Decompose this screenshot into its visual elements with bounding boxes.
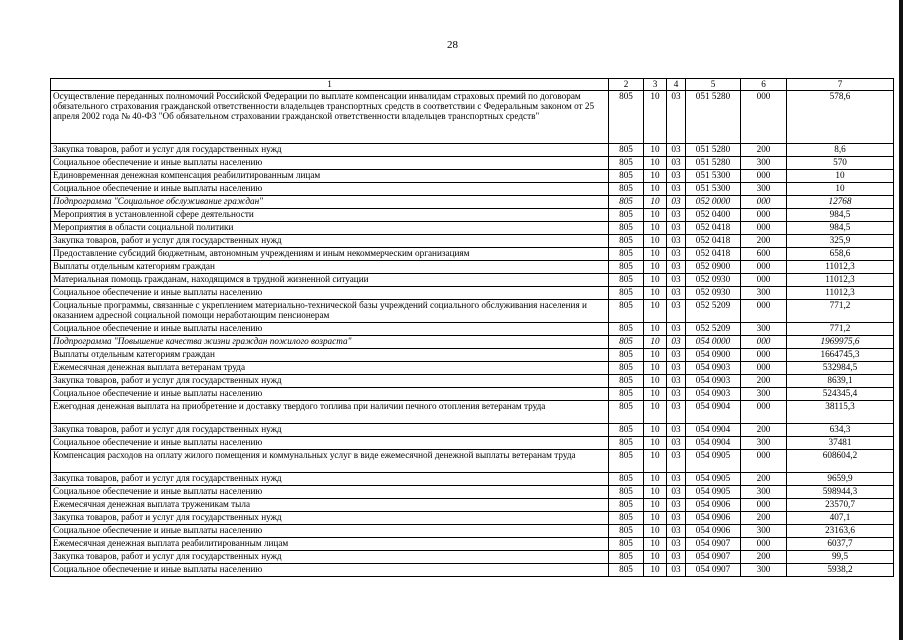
table-row	[51, 551, 894, 564]
ministry-code-cell: 805	[609, 300, 644, 323]
ministry-code-cell: 805	[609, 170, 644, 183]
ministry-code-cell: 805	[609, 388, 644, 401]
section-code-cell: 10	[644, 248, 667, 261]
amount-cell: 634,3	[787, 424, 894, 437]
section-code-cell: 10	[644, 499, 667, 512]
target-article-cell: 052 0000	[686, 196, 741, 209]
expense-type-cell: 300	[741, 564, 787, 577]
section-code-cell: 10	[644, 157, 667, 170]
ministry-code-cell: 805	[609, 274, 644, 287]
expense-type-cell: 200	[741, 144, 787, 157]
amount-cell: 578,6	[787, 91, 894, 144]
subsection-code-cell: 03	[667, 437, 686, 450]
row-name-cell: Закупка товаров, работ и услуг для государственных нужд	[51, 473, 609, 486]
amount-cell: 10	[787, 183, 894, 196]
subsection-code-cell: 03	[667, 157, 686, 170]
target-article-cell: 054 0903	[686, 375, 741, 388]
expense-type-cell: 000	[741, 274, 787, 287]
expense-type-cell: 000	[741, 499, 787, 512]
ministry-code-cell: 805	[609, 235, 644, 248]
target-article-cell: 054 0904	[686, 437, 741, 450]
ministry-code-cell: 805	[609, 261, 644, 274]
section-code-cell: 10	[644, 538, 667, 551]
table-row	[51, 388, 894, 401]
amount-cell: 38115,3	[787, 401, 894, 424]
table-row	[51, 183, 894, 196]
header-cell: 4	[667, 79, 686, 91]
amount-cell: 570	[787, 157, 894, 170]
expense-type-cell: 000	[741, 261, 787, 274]
section-code-cell: 10	[644, 437, 667, 450]
subsection-code-cell: 03	[667, 287, 686, 300]
expense-type-cell: 000	[741, 209, 787, 222]
amount-cell: 984,5	[787, 209, 894, 222]
subsection-code-cell: 03	[667, 486, 686, 499]
row-name-cell: Компенсация расходов на оплату жилого помещения и коммунальных услуг в виде ежемесячной денежной выплаты ветеранам труда	[51, 450, 609, 473]
ministry-code-cell: 805	[609, 424, 644, 437]
expense-type-cell: 300	[741, 323, 787, 336]
target-article-cell: 051 5280	[686, 144, 741, 157]
amount-cell: 11012,3	[787, 287, 894, 300]
row-name-cell: Предоставление субсидий бюджетным, автономным учреждениям и иным некоммерческим организациям	[51, 248, 609, 261]
row-name-cell: Мероприятия в области социальной политики	[51, 222, 609, 235]
expense-type-cell: 000	[741, 349, 787, 362]
table-row	[51, 91, 894, 144]
section-code-cell: 10	[644, 323, 667, 336]
row-name-cell: Социальное обеспечение и иные выплаты населению	[51, 183, 609, 196]
subsection-code-cell: 03	[667, 91, 686, 144]
amount-cell: 8639,1	[787, 375, 894, 388]
table-row	[51, 362, 894, 375]
subsection-code-cell: 03	[667, 424, 686, 437]
target-article-cell: 051 5280	[686, 91, 741, 144]
header-cell: 3	[644, 79, 667, 91]
row-name-cell: Социальные программы, связанные с укреплением материально-технической базы учреждений социального обслуживания населения и оказанием адресной социальной помощи неработающим пенсионерам	[51, 300, 609, 323]
scan-edge-bar	[899, 0, 903, 640]
table-row	[51, 336, 894, 349]
header-cell: 1	[51, 79, 609, 91]
row-name-cell: Ежегодная денежная выплата на приобретение и доставку твердого топлива при наличии печного отопления ветеранам труда	[51, 401, 609, 424]
section-code-cell: 10	[644, 525, 667, 538]
subsection-code-cell: 03	[667, 525, 686, 538]
row-name-cell: Социальное обеспечение и иные выплаты населению	[51, 564, 609, 577]
table-row	[51, 209, 894, 222]
row-name-cell: Подпрограмма "Повышение качества жизни граждан пожилого возраста"	[51, 336, 609, 349]
expense-type-cell: 200	[741, 512, 787, 525]
ministry-code-cell: 805	[609, 336, 644, 349]
amount-cell: 407,1	[787, 512, 894, 525]
row-name-cell: Ежемесячная денежная выплата ветеранам труда	[51, 362, 609, 375]
budget-table	[50, 78, 894, 577]
table-row	[51, 450, 894, 473]
amount-cell: 771,2	[787, 300, 894, 323]
ministry-code-cell: 805	[609, 209, 644, 222]
expense-type-cell: 300	[741, 157, 787, 170]
ministry-code-cell: 805	[609, 323, 644, 336]
target-article-cell: 054 0903	[686, 388, 741, 401]
header-cell: 5	[686, 79, 741, 91]
target-article-cell: 054 0904	[686, 401, 741, 424]
ministry-code-cell: 805	[609, 248, 644, 261]
target-article-cell: 054 0905	[686, 450, 741, 473]
amount-cell: 23570,7	[787, 499, 894, 512]
ministry-code-cell: 805	[609, 564, 644, 577]
target-article-cell: 054 0906	[686, 499, 741, 512]
expense-type-cell: 300	[741, 525, 787, 538]
section-code-cell: 10	[644, 362, 667, 375]
table-row	[51, 248, 894, 261]
table-row	[51, 349, 894, 362]
target-article-cell: 054 0000	[686, 336, 741, 349]
target-article-cell: 051 5300	[686, 183, 741, 196]
expense-type-cell: 000	[741, 170, 787, 183]
target-article-cell: 054 0903	[686, 362, 741, 375]
ministry-code-cell: 805	[609, 401, 644, 424]
expense-type-cell: 300	[741, 388, 787, 401]
section-code-cell: 10	[644, 551, 667, 564]
table-row	[51, 261, 894, 274]
amount-cell: 10	[787, 170, 894, 183]
section-code-cell: 10	[644, 209, 667, 222]
ministry-code-cell: 805	[609, 222, 644, 235]
section-code-cell: 10	[644, 300, 667, 323]
table-row	[51, 300, 894, 323]
amount-cell: 11012,3	[787, 261, 894, 274]
subsection-code-cell: 03	[667, 450, 686, 473]
amount-cell: 12768	[787, 196, 894, 209]
table-row	[51, 274, 894, 287]
section-code-cell: 10	[644, 274, 667, 287]
ministry-code-cell: 805	[609, 91, 644, 144]
header-row	[51, 79, 894, 91]
row-name-cell: Социальное обеспечение и иные выплаты населению	[51, 323, 609, 336]
subsection-code-cell: 03	[667, 336, 686, 349]
table-row	[51, 499, 894, 512]
ministry-code-cell: 805	[609, 157, 644, 170]
subsection-code-cell: 03	[667, 209, 686, 222]
row-name-cell: Социальное обеспечение и иные выплаты населению	[51, 388, 609, 401]
section-code-cell: 10	[644, 222, 667, 235]
row-name-cell: Социальное обеспечение и иные выплаты населению	[51, 525, 609, 538]
subsection-code-cell: 03	[667, 538, 686, 551]
ministry-code-cell: 805	[609, 450, 644, 473]
target-article-cell: 052 0418	[686, 222, 741, 235]
ministry-code-cell: 805	[609, 144, 644, 157]
row-name-cell: Закупка товаров, работ и услуг для государственных нужд	[51, 512, 609, 525]
expense-type-cell: 000	[741, 450, 787, 473]
subsection-code-cell: 03	[667, 248, 686, 261]
section-code-cell: 10	[644, 375, 667, 388]
section-code-cell: 10	[644, 235, 667, 248]
subsection-code-cell: 03	[667, 235, 686, 248]
table-row	[51, 424, 894, 437]
row-name-cell: Мероприятия в установленной сфере деятельности	[51, 209, 609, 222]
target-article-cell: 052 5209	[686, 323, 741, 336]
row-name-cell: Закупка товаров, работ и услуг для государственных нужд	[51, 551, 609, 564]
row-name-cell: Социальное обеспечение и иные выплаты населению	[51, 486, 609, 499]
header-cell: 6	[741, 79, 787, 91]
target-article-cell: 054 0906	[686, 512, 741, 525]
row-name-cell: Выплаты отдельным категориям граждан	[51, 261, 609, 274]
target-article-cell: 052 0930	[686, 287, 741, 300]
expense-type-cell: 300	[741, 486, 787, 499]
amount-cell: 325,9	[787, 235, 894, 248]
expense-type-cell: 200	[741, 551, 787, 564]
target-article-cell: 052 5209	[686, 300, 741, 323]
section-code-cell: 10	[644, 261, 667, 274]
target-article-cell: 054 0906	[686, 525, 741, 538]
amount-cell: 99,5	[787, 551, 894, 564]
amount-cell: 1664745,3	[787, 349, 894, 362]
target-article-cell: 054 0904	[686, 424, 741, 437]
target-article-cell: 051 5300	[686, 170, 741, 183]
section-code-cell: 10	[644, 424, 667, 437]
expense-type-cell: 600	[741, 248, 787, 261]
expense-type-cell: 200	[741, 424, 787, 437]
target-article-cell: 052 0930	[686, 274, 741, 287]
amount-cell: 6037,7	[787, 538, 894, 551]
subsection-code-cell: 03	[667, 473, 686, 486]
target-article-cell: 054 0905	[686, 486, 741, 499]
ministry-code-cell: 805	[609, 512, 644, 525]
row-name-cell: Закупка товаров, работ и услуг для государственных нужд	[51, 424, 609, 437]
header-cell: 7	[787, 79, 894, 91]
amount-cell: 532984,5	[787, 362, 894, 375]
amount-cell: 23163,6	[787, 525, 894, 538]
section-code-cell: 10	[644, 388, 667, 401]
section-code-cell: 10	[644, 196, 667, 209]
amount-cell: 5938,2	[787, 564, 894, 577]
ministry-code-cell: 805	[609, 551, 644, 564]
expense-type-cell: 300	[741, 183, 787, 196]
subsection-code-cell: 03	[667, 144, 686, 157]
target-article-cell: 052 0400	[686, 209, 741, 222]
section-code-cell: 10	[644, 486, 667, 499]
table-row	[51, 287, 894, 300]
section-code-cell: 10	[644, 564, 667, 577]
expense-type-cell: 300	[741, 287, 787, 300]
amount-cell: 9659,9	[787, 473, 894, 486]
amount-cell: 8,6	[787, 144, 894, 157]
table-row	[51, 564, 894, 577]
target-article-cell: 052 0418	[686, 248, 741, 261]
section-code-cell: 10	[644, 512, 667, 525]
expense-type-cell: 200	[741, 473, 787, 486]
row-name-cell: Социальное обеспечение и иные выплаты населению	[51, 437, 609, 450]
row-name-cell: Осуществление переданных полномочий Российской Федерации по выплате компенсации инвалидам страховых премий по договорам обязательного страхования гражданской ответственности владельцев транспортных средств в соответствии с Федеральным законом от 25 апреля 2002 года № 40-ФЗ "Об обязательном страховании гражданской ответственности владельцев транспортных средств"	[51, 91, 609, 144]
row-name-cell: Закупка товаров, работ и услуг для государственных нужд	[51, 375, 609, 388]
target-article-cell: 054 0907	[686, 551, 741, 564]
section-code-cell: 10	[644, 183, 667, 196]
table-row	[51, 512, 894, 525]
row-name-cell: Материальная помощь гражданам, находящимся в трудной жизненной ситуации	[51, 274, 609, 287]
subsection-code-cell: 03	[667, 183, 686, 196]
page-number: 28	[447, 39, 458, 51]
section-code-cell: 10	[644, 91, 667, 144]
table-row	[51, 486, 894, 499]
subsection-code-cell: 03	[667, 170, 686, 183]
row-name-cell: Закупка товаров, работ и услуг для государственных нужд	[51, 235, 609, 248]
expense-type-cell: 200	[741, 375, 787, 388]
expense-type-cell: 200	[741, 235, 787, 248]
ministry-code-cell: 805	[609, 525, 644, 538]
subsection-code-cell: 03	[667, 300, 686, 323]
subsection-code-cell: 03	[667, 261, 686, 274]
ministry-code-cell: 805	[609, 486, 644, 499]
table-row	[51, 473, 894, 486]
table-row	[51, 157, 894, 170]
ministry-code-cell: 805	[609, 437, 644, 450]
expense-type-cell: 000	[741, 222, 787, 235]
ministry-code-cell: 805	[609, 349, 644, 362]
subsection-code-cell: 03	[667, 551, 686, 564]
ministry-code-cell: 805	[609, 287, 644, 300]
ministry-code-cell: 805	[609, 183, 644, 196]
amount-cell: 11012,3	[787, 274, 894, 287]
subsection-code-cell: 03	[667, 564, 686, 577]
target-article-cell: 054 0905	[686, 473, 741, 486]
ministry-code-cell: 805	[609, 499, 644, 512]
section-code-cell: 10	[644, 144, 667, 157]
row-name-cell: Ежемесячная денежная выплата труженикам тыла	[51, 499, 609, 512]
amount-cell: 771,2	[787, 323, 894, 336]
row-name-cell: Закупка товаров, работ и услуг для государственных нужд	[51, 144, 609, 157]
target-article-cell: 054 0900	[686, 349, 741, 362]
table-row	[51, 437, 894, 450]
section-code-cell: 10	[644, 473, 667, 486]
ministry-code-cell: 805	[609, 538, 644, 551]
target-article-cell: 054 0907	[686, 538, 741, 551]
expense-type-cell: 000	[741, 336, 787, 349]
amount-cell: 598944,3	[787, 486, 894, 499]
subsection-code-cell: 03	[667, 375, 686, 388]
subsection-code-cell: 03	[667, 323, 686, 336]
amount-cell: 1969975,6	[787, 336, 894, 349]
expense-type-cell: 000	[741, 91, 787, 144]
row-name-cell: Ежемесячная денежная выплата реабилитированным лицам	[51, 538, 609, 551]
table-row	[51, 323, 894, 336]
section-code-cell: 10	[644, 170, 667, 183]
target-article-cell: 052 0418	[686, 235, 741, 248]
table-row	[51, 525, 894, 538]
expense-type-cell: 000	[741, 196, 787, 209]
expense-type-cell: 000	[741, 362, 787, 375]
target-article-cell: 052 0900	[686, 261, 741, 274]
subsection-code-cell: 03	[667, 512, 686, 525]
subsection-code-cell: 03	[667, 274, 686, 287]
ministry-code-cell: 805	[609, 375, 644, 388]
table-row	[51, 196, 894, 209]
table-row	[51, 375, 894, 388]
expense-type-cell: 000	[741, 538, 787, 551]
amount-cell: 524345,4	[787, 388, 894, 401]
table-row	[51, 222, 894, 235]
ministry-code-cell: 805	[609, 473, 644, 486]
subsection-code-cell: 03	[667, 401, 686, 424]
table-body	[51, 91, 894, 577]
subsection-code-cell: 03	[667, 349, 686, 362]
table-row	[51, 144, 894, 157]
table-row	[51, 170, 894, 183]
row-name-cell: Подпрограмма "Социальное обслуживание граждан"	[51, 196, 609, 209]
target-article-cell: 051 5280	[686, 157, 741, 170]
subsection-code-cell: 03	[667, 362, 686, 375]
target-article-cell: 054 0907	[686, 564, 741, 577]
section-code-cell: 10	[644, 450, 667, 473]
header-cell: 2	[609, 79, 644, 91]
section-code-cell: 10	[644, 349, 667, 362]
row-name-cell: Социальное обеспечение и иные выплаты населению	[51, 287, 609, 300]
expense-type-cell: 000	[741, 401, 787, 424]
table-row	[51, 235, 894, 248]
ministry-code-cell: 805	[609, 362, 644, 375]
section-code-cell: 10	[644, 287, 667, 300]
row-name-cell: Социальное обеспечение и иные выплаты населению	[51, 157, 609, 170]
section-code-cell: 10	[644, 336, 667, 349]
expense-type-cell: 300	[741, 437, 787, 450]
amount-cell: 984,5	[787, 222, 894, 235]
subsection-code-cell: 03	[667, 222, 686, 235]
subsection-code-cell: 03	[667, 388, 686, 401]
row-name-cell: Единовременная денежная компенсация реабилитированным лицам	[51, 170, 609, 183]
row-name-cell: Выплаты отдельным категориям граждан	[51, 349, 609, 362]
expense-type-cell: 000	[741, 300, 787, 323]
subsection-code-cell: 03	[667, 499, 686, 512]
table-row	[51, 538, 894, 551]
amount-cell: 37481	[787, 437, 894, 450]
ministry-code-cell: 805	[609, 196, 644, 209]
subsection-code-cell: 03	[667, 196, 686, 209]
section-code-cell: 10	[644, 401, 667, 424]
table-row	[51, 401, 894, 424]
amount-cell: 658,6	[787, 248, 894, 261]
amount-cell: 608604,2	[787, 450, 894, 473]
